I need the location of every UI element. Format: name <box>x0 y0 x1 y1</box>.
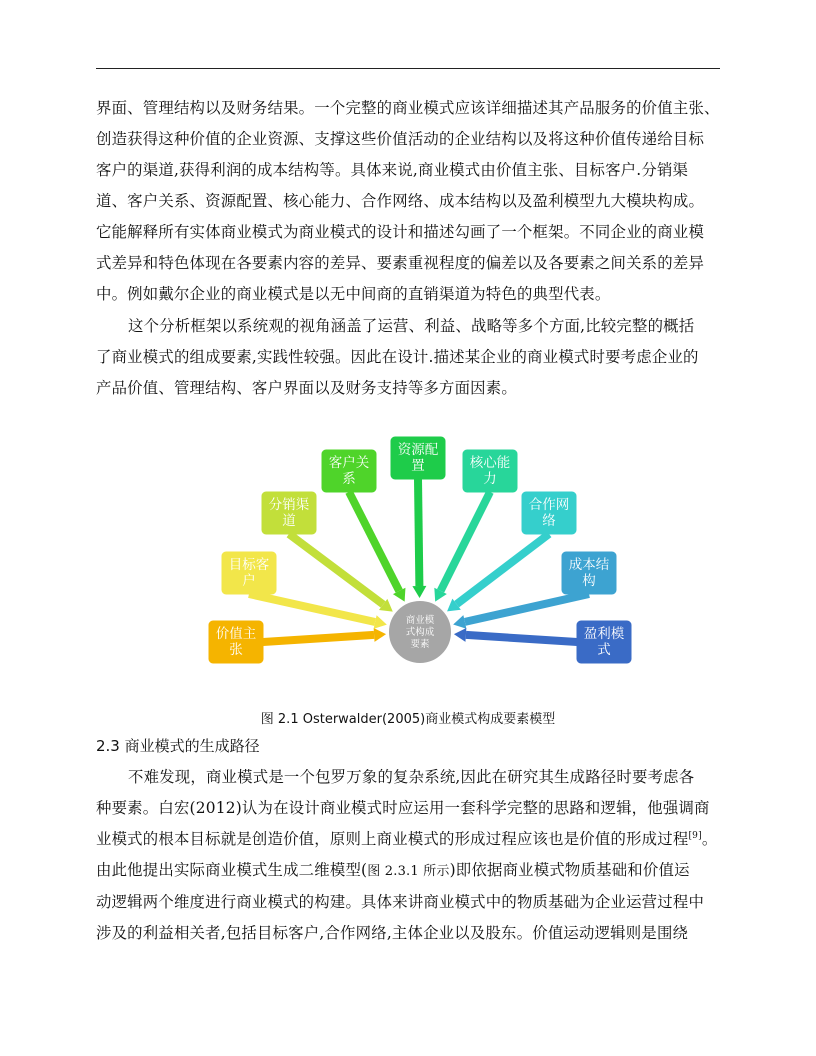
text-line: 产品价值、管理结构、客户界面以及财务支持等多方面因素。 <box>96 379 517 397</box>
figure-caption: 图 2.1 Osterwalder(2005)商业模式构成要素模型 <box>260 712 556 727</box>
business-model-diagram <box>0 430 816 700</box>
header-rule <box>96 68 720 69</box>
model-element-box <box>209 621 263 663</box>
paragraph-2 <box>96 311 724 404</box>
connector-arrow <box>412 479 426 598</box>
text-line: 客户的渠道,获得利润的成本结构等。具体来说,商业模式由价值主张、目标客户.分销渠 <box>96 161 689 179</box>
text-line: 道、客户关系、资源配置、核心能力、合作网络、成本结构以及盈利模型九大模块构成。 <box>96 192 705 210</box>
model-element-box <box>463 450 517 492</box>
text-line: 由此他提出实际商业模式生成二维模型(图 2.3.1 所示)即依据商业模式物质基础和价值运 <box>96 861 690 879</box>
model-element-box <box>577 621 631 663</box>
model-element-label: 核心能 <box>469 455 511 471</box>
center-label: 式构成 <box>405 627 435 638</box>
model-element-label: 力 <box>483 471 497 487</box>
model-element-box <box>322 450 376 492</box>
model-element-label: 分销渠 <box>268 497 310 513</box>
model-element-label: 张 <box>229 642 243 658</box>
text-line: 它能解释所有实体商业模式为商业模式的设计和描述勾画了一个框架。不同企业的商业模 <box>96 223 705 241</box>
text-line: 不难发现，商业模式是一个包罗万象的复杂系统,因此在研究其生成路径时要考虑各 <box>128 768 695 786</box>
connector-arrow <box>454 628 577 642</box>
text-line: 了商业模式的组成要素,实践性较强。因此在设计.描述某企业的商业模式时要考虑企业的 <box>96 348 699 366</box>
figure-ref: 图 2.3.1 所示 <box>367 864 450 879</box>
model-element-box <box>522 492 576 534</box>
model-element-label: 目标客 <box>228 557 270 573</box>
model-element-box <box>262 492 316 534</box>
center-label: 商业模 <box>405 615 435 626</box>
model-element-box <box>222 552 276 594</box>
paragraph-3 <box>96 762 724 949</box>
text-line: 界面、管理结构以及财务结果。一个完整的商业模式应该详细描述其产品服务的价值主张、 <box>96 99 720 117</box>
paragraph-1 <box>96 93 724 310</box>
model-element-label: 置 <box>411 458 425 474</box>
text-line: 种要素。白宏(2012)认为在设计商业模式时应运用一套科学完整的思路和逻辑，他强调商 <box>96 799 710 817</box>
connector-arrow <box>249 594 387 629</box>
model-element-label: 成本结 <box>568 557 610 573</box>
connector-arrow <box>263 628 386 642</box>
model-element-label: 络 <box>542 513 556 529</box>
text-line: 业模式的根本目标就是创造价值，原则上商业模式的形成过程应该也是价值的形成过程[9]。 <box>96 830 718 848</box>
model-center-node <box>388 600 452 664</box>
model-element-label: 道 <box>282 513 296 529</box>
model-element-label: 盈利模 <box>583 626 625 642</box>
section-heading: 2.3 商业模式的生成路径 <box>96 737 260 755</box>
citation-ref: [9] <box>688 830 702 841</box>
model-element-box <box>391 437 445 479</box>
model-element-label: 合作网 <box>528 497 570 513</box>
model-element-label: 客户关 <box>328 455 370 471</box>
model-element-label: 构 <box>582 573 596 589</box>
text-line: 涉及的利益相关者,包括目标客户,合作网络,主体企业以及股东。价值运动逻辑则是围绕 <box>96 924 689 942</box>
text-line: 动逻辑两个维度进行商业模式的构建。具体来讲商业模式中的物质基础为企业运营过程中 <box>96 893 705 911</box>
model-element-label: 资源配 <box>397 442 439 458</box>
model-element-box <box>562 552 616 594</box>
text-line: 中。例如戴尔企业的商业模式是以无中间商的直销渠道为特色的典型代表。 <box>96 285 611 303</box>
text-line: 创造获得这种价值的企业资源、支撑这些价值活动的企业结构以及将这种价值传递给目标 <box>96 130 705 148</box>
model-element-label: 系 <box>342 471 356 487</box>
model-element-label: 户 <box>242 573 256 589</box>
model-element-label: 价值主 <box>215 626 257 642</box>
connector-arrow <box>453 594 589 629</box>
center-label: 要素 <box>410 639 430 650</box>
text-line: 这个分析框架以系统观的视角涵盖了运营、利益、战略等多个方面,比较完整的概括 <box>128 317 695 335</box>
model-element-label: 式 <box>597 642 611 658</box>
text-line: 式差异和特色体现在各要素内容的差异、要素重视程度的偏差以及各要素之间关系的差异 <box>96 254 705 272</box>
